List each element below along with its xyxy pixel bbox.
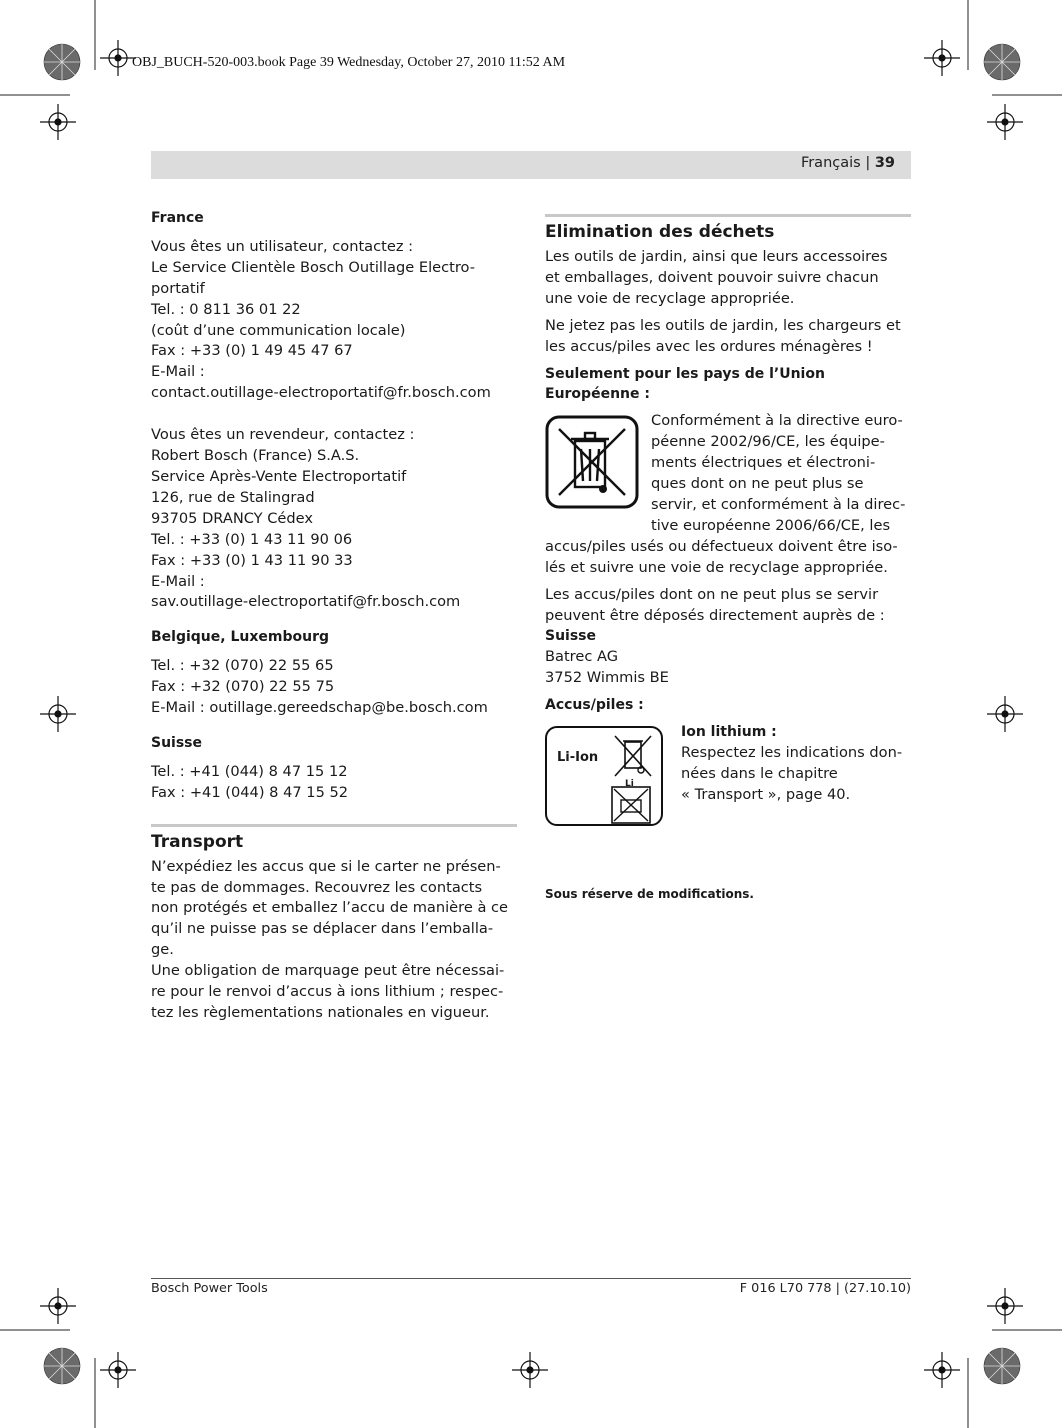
text-line: Tel. : 0 811 36 01 22 — [151, 300, 301, 318]
text-line: Batrec AG — [545, 648, 619, 666]
section-rule — [545, 214, 911, 217]
eu-directive-text-beside — [651, 411, 911, 536]
crossed-bin-icon — [545, 415, 639, 509]
text-line: Conformément à la directive euro- — [651, 412, 903, 430]
footer-rule — [151, 1278, 911, 1279]
liion-bin-label: Li — [625, 779, 634, 790]
email-link: contact.outillage-electroportatif@fr.bosch.com — [151, 384, 491, 402]
text-line: Tel. : +33 (0) 1 43 11 90 06 — [151, 530, 353, 548]
transport-text — [151, 857, 517, 1024]
text-line: non protégés et emballez l’accu de manière à ce — [151, 899, 509, 917]
text-line: re pour le renvoi d’accus à ions lithium ; respec- — [151, 983, 504, 1001]
header-separator: | — [865, 155, 871, 171]
heading-transport: Transport — [151, 831, 244, 852]
text-line: E-Mail : — [151, 363, 205, 381]
text-line: nées dans le chapitre — [681, 764, 838, 782]
text-line: Service Après-Vente Electroportatif — [151, 467, 407, 485]
suisse-contact — [151, 762, 517, 804]
text-line: ments électriques et électroni- — [651, 454, 876, 472]
page-number: 39 — [874, 155, 895, 171]
heading-line: Européenne : — [545, 386, 650, 403]
battery-recycle-icon — [611, 786, 651, 824]
text-line: Respectez les indications don- — [681, 743, 903, 761]
text-line: Vous êtes un revendeur, contactez : — [151, 426, 415, 444]
footer-right: F 016 L70 778 | (27.10.10) — [739, 1281, 911, 1296]
heading-line: Seulement pour les pays de l’Union — [545, 365, 825, 382]
text-line: te pas de dommages. Recouvrez les contacts — [151, 878, 483, 896]
section-rule — [151, 824, 517, 827]
text-line: Fax : +32 (070) 22 55 75 — [151, 678, 335, 696]
footer-left: Bosch Power Tools — [151, 1281, 268, 1296]
heading-france: France — [151, 210, 204, 226]
france-reseller-contact — [151, 425, 517, 613]
text-line: 93705 DRANCY Cédex — [151, 509, 314, 527]
header-section: Français — [800, 155, 861, 171]
text-line: Ne jetez pas les outils de jardin, les chargeurs et — [545, 316, 901, 334]
liion-text — [681, 722, 911, 806]
text-line: E-Mail : — [151, 572, 205, 590]
text-line: Le Service Clientèle Bosch Outillage Electro- — [151, 258, 476, 276]
liion-block — [545, 722, 911, 832]
text-line: Vous êtes un utilisateur, contactez : — [151, 237, 414, 255]
text-line: N’expédiez les accus que si le carter ne présen- — [151, 857, 501, 875]
text-line: Fax : +33 (0) 1 49 45 47 67 — [151, 342, 353, 360]
heading-accus: Accus/piles : — [545, 697, 644, 714]
text-line: Une obligation de marquage peut être nécessai- — [151, 962, 505, 980]
text-line: une voie de recyclage appropriée. — [545, 289, 795, 307]
text-line: tive européenne 2006/66/CE, les — [651, 516, 891, 534]
heading-suisse: Suisse — [151, 734, 203, 751]
text-line: (coût d’une communication locale) — [151, 321, 406, 339]
eu-directive-block — [545, 411, 911, 578]
text-line: Les accus/piles dont on ne peut plus se servir — [545, 585, 879, 603]
para-household-waste — [545, 316, 911, 358]
text-line: ques dont on ne peut plus se — [651, 475, 864, 493]
text-line: ge. — [151, 941, 174, 959]
left-column — [151, 208, 517, 1024]
text-line: et emballages, doivent pouvoir suivre chacun — [545, 268, 879, 286]
liion-badge — [545, 726, 663, 826]
text-line: péenne 2002/96/CE, les équipe- — [651, 433, 885, 451]
text-line: Fax : +41 (044) 8 47 15 52 — [151, 783, 349, 801]
text-line: peuvent être déposés directement auprès de : — [545, 606, 885, 624]
text-line: 3752 Wimmis BE — [545, 669, 669, 687]
page-header — [151, 151, 911, 179]
text-line: servir, et conformément à la direc- — [651, 495, 906, 513]
text-line: portatif — [151, 279, 205, 297]
para-drop-off — [545, 585, 911, 627]
batrec-address — [545, 647, 911, 689]
france-user-contact — [151, 237, 517, 404]
text-line: Tel. : +41 (044) 8 47 15 12 — [151, 762, 348, 780]
text-line: 126, rue de Stalingrad — [151, 488, 315, 506]
text-line: tez les règlementations nationales en vigueur. — [151, 1004, 490, 1021]
email-link: E-Mail : outillage.gereedschap@be.bosch.com — [151, 699, 488, 717]
liion-badge-label: Li-Ion — [557, 750, 599, 766]
text-line: Fax : +33 (0) 1 43 11 90 33 — [151, 551, 353, 569]
text-line: « Transport », page 40. — [681, 785, 851, 803]
text-line: Tel. : +32 (070) 22 55 65 — [151, 657, 334, 675]
text-line: accus/piles usés ou défectueux doivent être iso- — [545, 537, 898, 555]
text-line: lés et suivre une voie de recyclage appropriée. — [545, 558, 888, 576]
belgique-contact — [151, 656, 517, 719]
reserve-note: Sous réserve de modifications. — [545, 887, 754, 902]
para-recycling — [545, 247, 911, 310]
text-line: qu’il ne puisse pas se déplacer dans l’emballa- — [151, 920, 494, 938]
liion-heading: Ion lithium : — [681, 724, 777, 741]
heading-belgique: Belgique, Luxembourg — [151, 629, 329, 646]
text-line: Les outils de jardin, ainsi que leurs accessoires — [545, 248, 888, 265]
right-column — [545, 214, 911, 905]
heading-elimination: Elimination des déchets — [545, 222, 775, 242]
header-label — [801, 155, 895, 171]
print-slug: OBJ_BUCH-520-003.book Page 39 Wednesday, October 27, 2010 11:52 AM — [132, 55, 566, 70]
email-link: sav.outillage-electroportatif@fr.bosch.com — [151, 593, 461, 611]
text-line: les accus/piles avec les ordures ménagères ! — [545, 337, 873, 355]
heading-eu — [545, 364, 911, 406]
heading-suisse-right: Suisse — [545, 628, 597, 645]
text-line: Robert Bosch (France) S.A.S. — [151, 447, 360, 465]
